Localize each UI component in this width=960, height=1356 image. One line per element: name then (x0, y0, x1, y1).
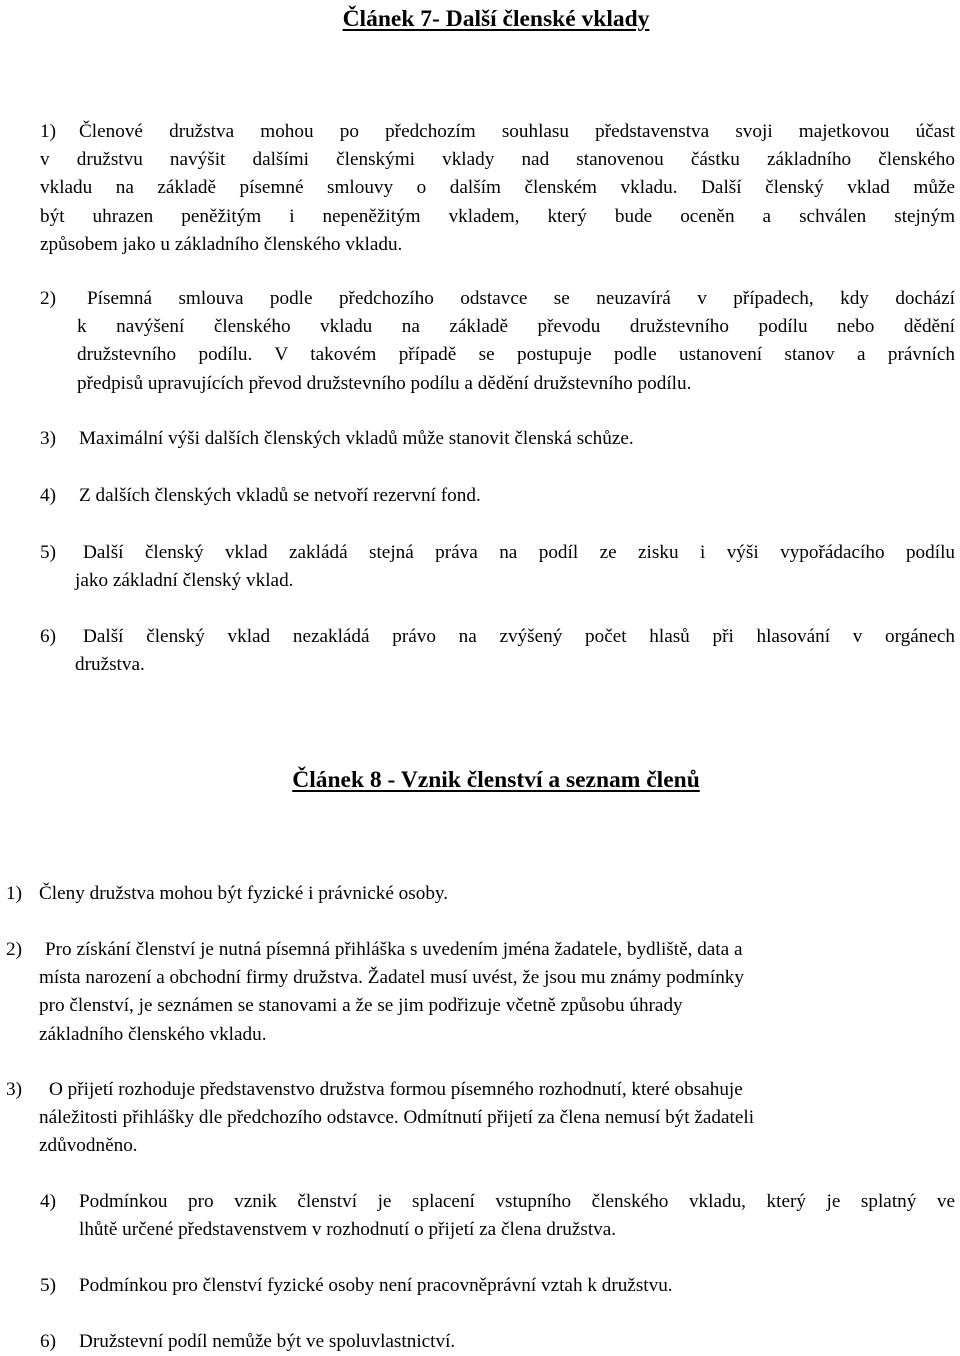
item-line: Pro získání členství je nutná písemná přihláška s uvedením jména žadatele, bydliště, data a (45, 939, 743, 960)
item-line: předpisů upravujících převod družstevního podílu a dědění družstevního podílu. (77, 372, 692, 394)
item-text (75, 623, 955, 679)
item-number: 1) (6, 883, 22, 904)
item-line: náležitosti přihlášky dle předchozího odstavce. Odmítnutí přijetí za člena nemusí být žadateli (39, 1107, 755, 1129)
item-text (79, 482, 955, 510)
item-number: 2) (6, 939, 22, 960)
item-text (79, 1272, 955, 1300)
item-number: 1) (40, 121, 56, 142)
item-line: být uhrazen peněžitým i nepeněžitým vkladem, který bude oceněn a schválen stejným (40, 205, 955, 227)
article-7-item-1 (40, 118, 955, 259)
item-line: družstva. (75, 654, 145, 676)
item-line: Členové družstva mohou po předchozím souhlasu představenstva svoji majetkovou účast (79, 121, 955, 142)
item-number: 5) (40, 1275, 56, 1296)
article-8-item-3 (6, 1076, 956, 1161)
item-text (79, 1328, 955, 1356)
item-line: vkladu na základě písemné smlouvy o dalším členském vkladu. Další členský vklad může (40, 177, 955, 199)
item-number: 2) (40, 288, 56, 309)
article-7-item-5 (40, 539, 955, 595)
item-line: k navýšení členského vkladu na základě převodu družstevního podílu nebo dědění (77, 316, 955, 338)
item-line: v družstvu navýšit dalšími členskými vklady nad stanovenou částku základního členského (40, 149, 955, 171)
item-line: Podmínkou pro členství fyzické osoby není pracovněprávní vztah k družstvu. (79, 1275, 673, 1296)
item-line: jako základní členský vklad. (75, 570, 294, 592)
item-text (39, 880, 956, 908)
item-number: 5) (40, 542, 56, 563)
article-7-item-4 (40, 482, 955, 510)
article-8-item-6 (40, 1328, 955, 1356)
article-8-item-4 (40, 1188, 955, 1244)
article-8-item-5 (40, 1272, 955, 1300)
item-line: Podmínkou pro vznik členství je splacení vstupního členského vkladu, který je splatný ve (79, 1191, 955, 1212)
item-line: lhůtě určené představenstvem v rozhodnutí o přijetí za člena družstva. (79, 1219, 617, 1241)
item-line: družstevního podílu. V takovém případě se postupuje podle ustanovení stanov a právních (77, 344, 955, 366)
item-number: 3) (40, 428, 56, 449)
item-number: 6) (40, 626, 56, 647)
article-7-title: Článek 7- Další členské vklady (342, 6, 650, 32)
item-line: místa narození a obchodní firmy družstva. Žadatel musí uvést, že jsou mu známy podmínky (39, 967, 744, 989)
article-8-item-2 (6, 936, 956, 1049)
item-line: O přijetí rozhoduje představenstvo družstva formou písemného rozhodnutí, které obsahuje (49, 1079, 743, 1100)
item-line: Další členský vklad nezakládá právo na zvýšený počet hlasů při hlasování v orgánech (83, 626, 955, 647)
article-7-item-6 (40, 623, 955, 679)
item-text (75, 539, 955, 595)
item-number: 3) (6, 1079, 22, 1100)
item-line: základního členského vkladu. (39, 1023, 267, 1045)
item-text (77, 285, 955, 398)
item-line: zdůvodněno. (39, 1135, 138, 1157)
item-line: způsobem jako u základního členského vkladu. (40, 233, 403, 255)
item-text (39, 1076, 956, 1161)
item-number: 4) (40, 485, 56, 506)
article-8-title: Článek 8 - Vznik členství a seznam členů (292, 767, 700, 793)
item-line: Z dalších členských vkladů se netvoří rezervní fond. (79, 485, 481, 506)
item-line: Písemná smlouva podle předchozího odstavce se neuzavírá v případech, kdy dochází (87, 288, 955, 309)
item-line: pro členství, je seznámen se stanovami a že se jim podřizuje včetně způsobu úhrady (39, 995, 683, 1017)
item-line: Členy družstva mohou být fyzické i právnické osoby. (39, 883, 449, 904)
item-number: 4) (40, 1191, 56, 1212)
item-text (39, 936, 956, 1049)
article-7-item-3 (40, 425, 955, 453)
item-text (79, 1188, 955, 1244)
article-8-item-1 (6, 880, 956, 908)
item-line: Maximální výši dalších členských vkladů může stanovit členská schůze. (79, 428, 634, 449)
article-7-item-2 (40, 285, 955, 398)
item-text (40, 118, 955, 259)
item-line: Družstevní podíl nemůže být ve spoluvlastnictví. (79, 1331, 456, 1352)
item-line: Další členský vklad zakládá stejná práva na podíl ze zisku i výši vypořádacího podílu (83, 542, 955, 563)
item-number: 6) (40, 1331, 56, 1352)
item-text (79, 425, 955, 453)
